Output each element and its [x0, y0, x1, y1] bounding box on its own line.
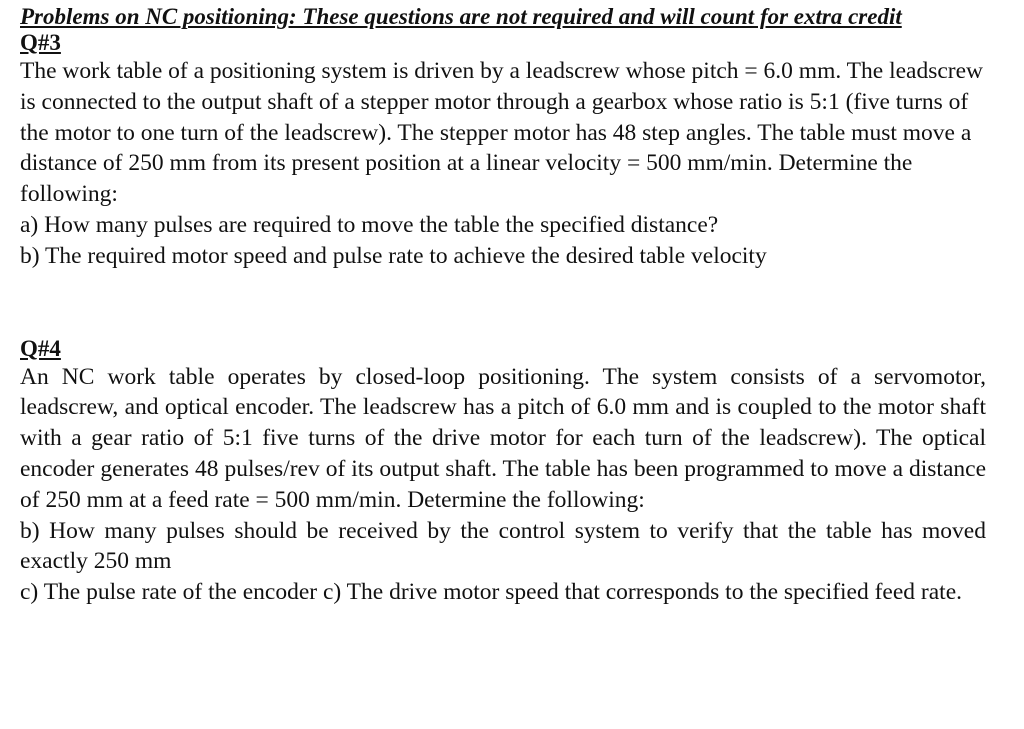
question-3-part-b: b) The required motor speed and pulse rate to achieve the desired table velocity	[20, 242, 767, 269]
section-spacer	[20, 272, 986, 336]
question-3-label: Q#3	[20, 30, 61, 55]
question-4-body: An NC work table operates by closed-loop positioning. The system consists of a servomotor, leadscrew, and optical encoder. The leadscrew has a pitch of 6.0 mm and is coupled to the motor shaft with a gear ratio of 5:1 five turns of the drive motor for each turn of the leadscrew). The optical encoder generates 48 pulses/rev of its output shaft. The table has been programmed to move a distance of 250 mm at a feed rate = 500 mm/min. Determine the following:	[20, 363, 986, 513]
question-4-label: Q#4	[20, 335, 61, 361]
document-heading: Problems on NC positioning: These questions are not required and will count for extra credit	[20, 4, 902, 29]
question-4	[20, 336, 986, 608]
document-page	[20, 4, 986, 608]
question-3	[20, 30, 986, 272]
question-4-part-c: c) The pulse rate of the encoder c) The drive motor speed that corresponds to the specified feed rate.	[20, 579, 963, 606]
question-4-part-b: b) How many pulses should be received by the control system to verify that the table has moved exactly 250 mm	[20, 517, 986, 575]
question-3-body: The work table of a positioning system is driven by a leadscrew whose pitch = 6.0 mm. The leadscrew is connected to the output shaft of a stepper motor through a gearbox whose ratio is 5:1 (five turns of the motor to one turn of the leadscrew). The stepper motor has 48 step angles. The table must move a distance of 250 mm from its present position at a linear velocity = 500 mm/min. Determine the following:	[20, 58, 984, 208]
question-3-part-a: a) How many pulses are required to move the table the specified distance?	[20, 211, 719, 238]
